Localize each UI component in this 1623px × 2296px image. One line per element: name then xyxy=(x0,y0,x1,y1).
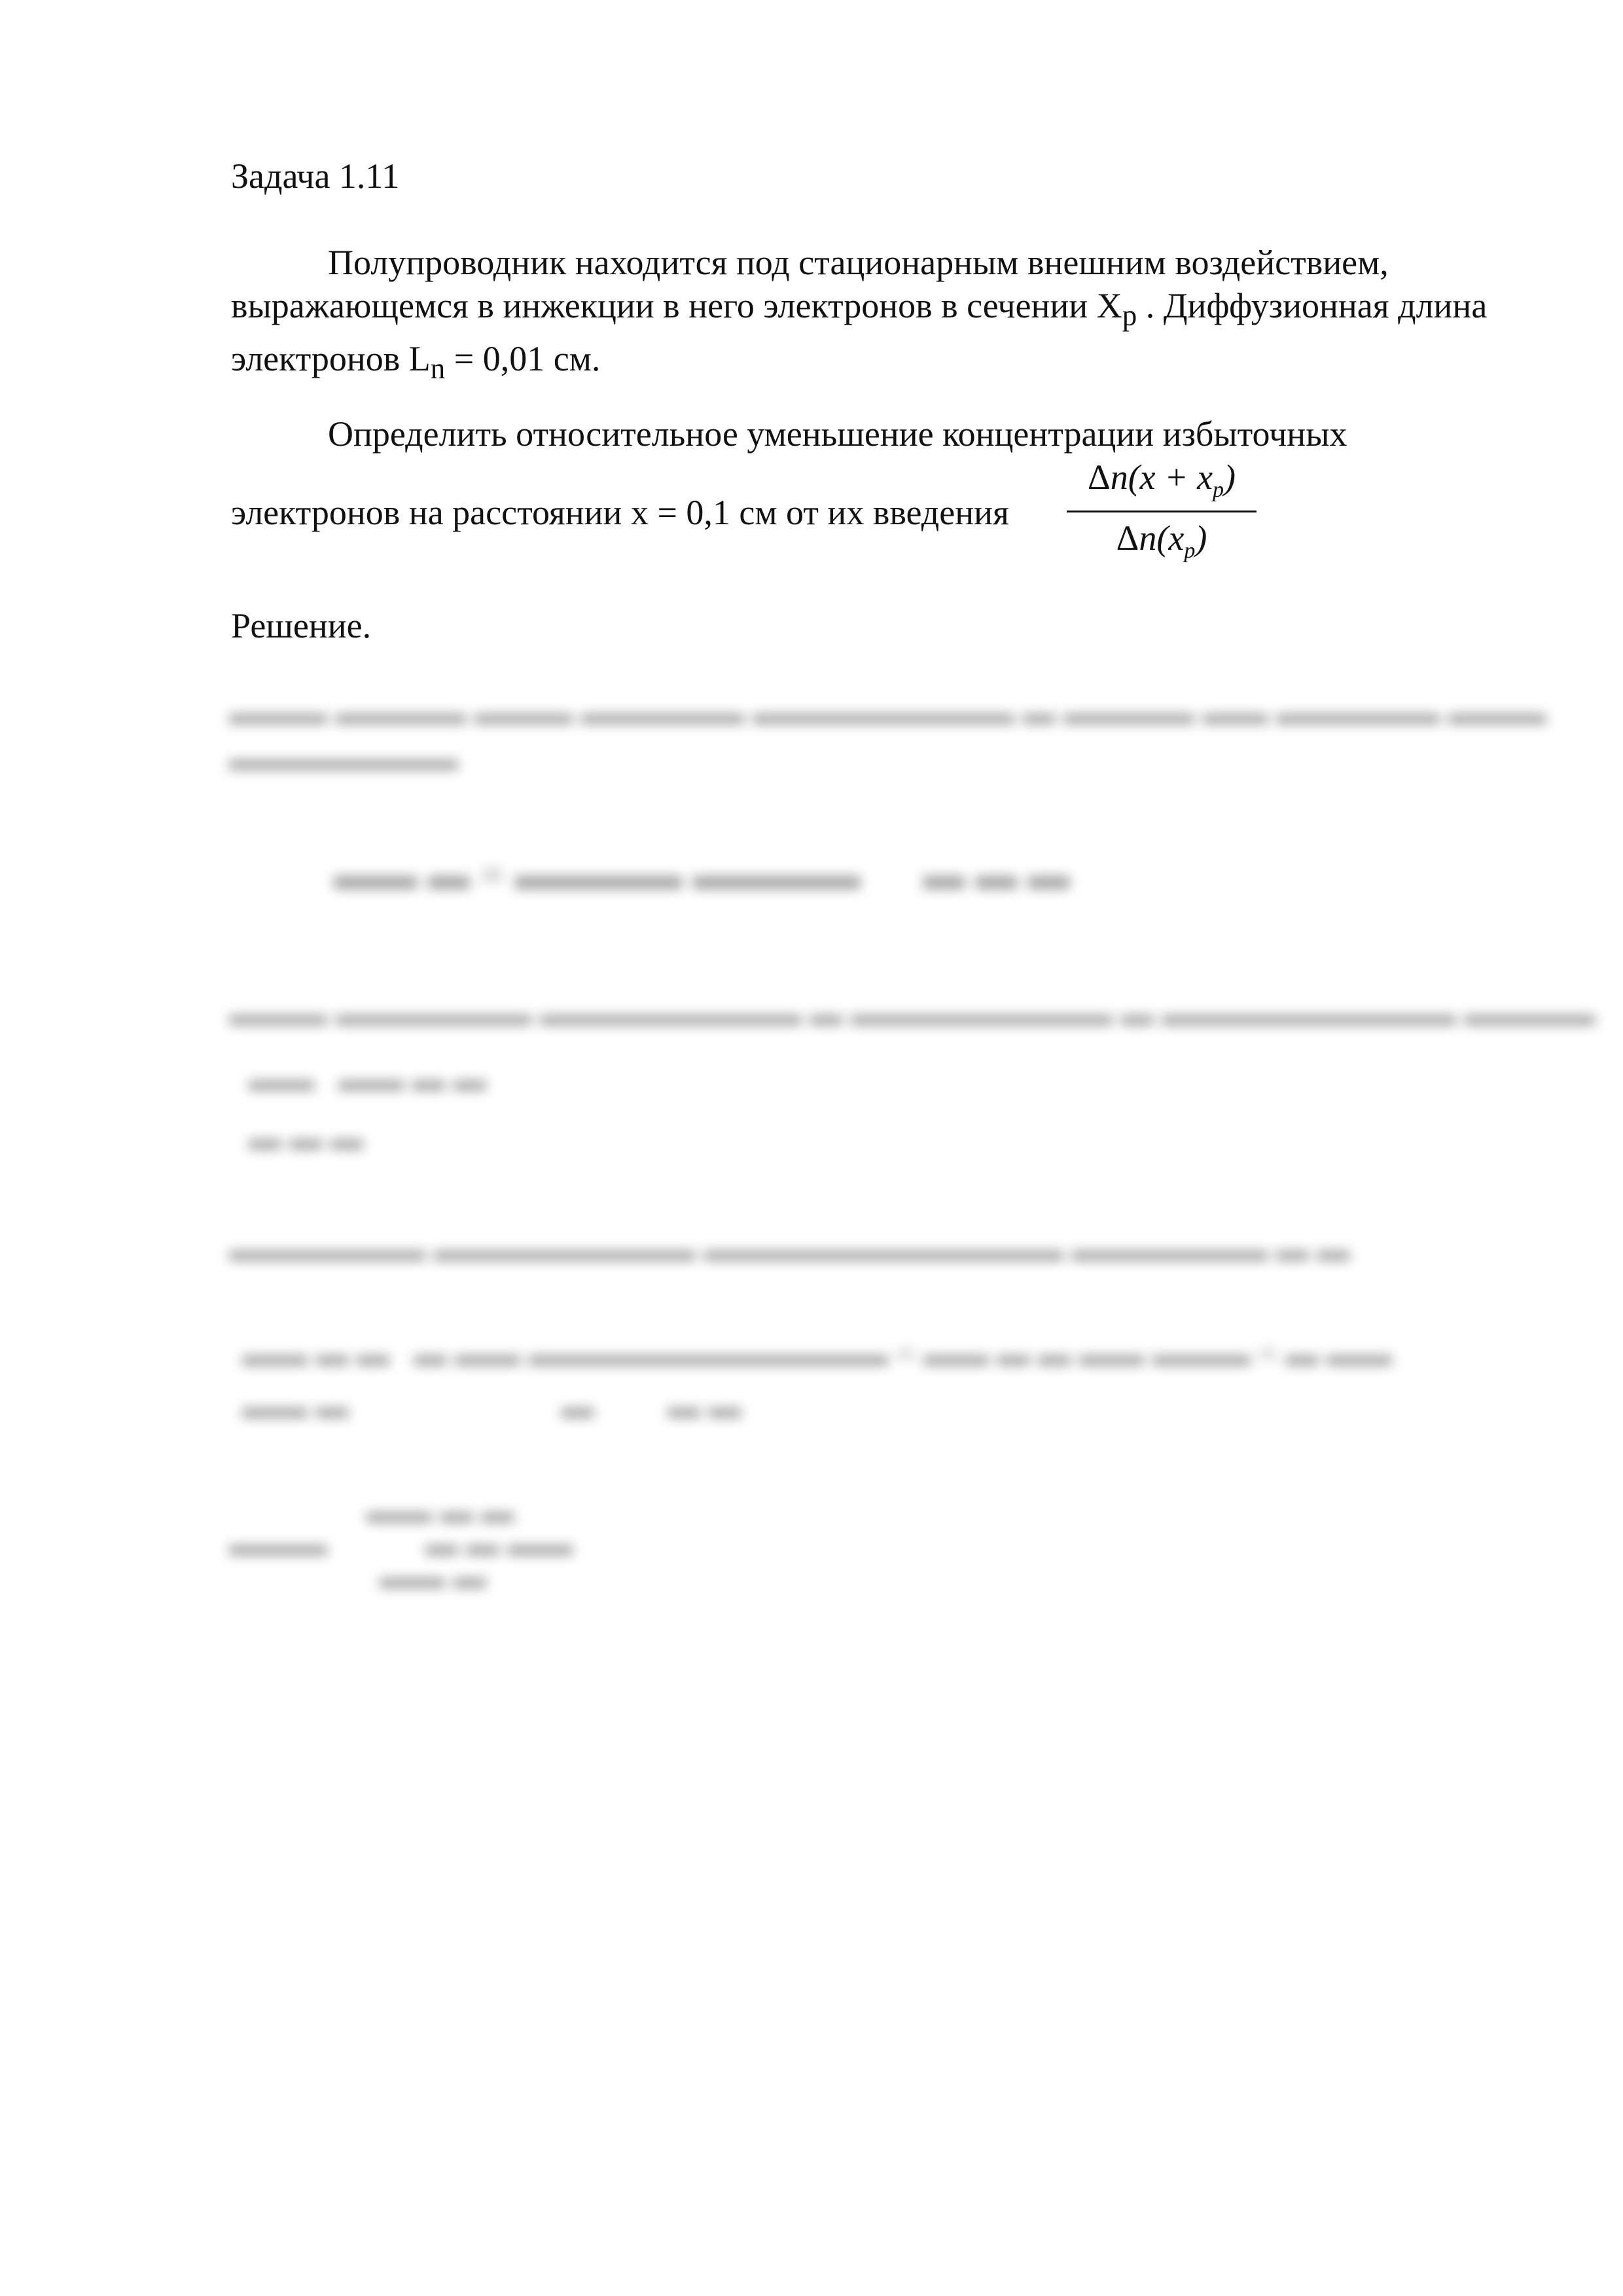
xp-subscript: p xyxy=(1122,298,1137,332)
problem-statement xyxy=(231,241,1488,390)
statement-text-2: . Диффузионная длина электронов L xyxy=(231,286,1488,378)
ratio-fraction xyxy=(1067,457,1257,564)
statement-text-3: = 0,01 см. xyxy=(445,338,601,378)
solution-label: Решение. xyxy=(231,606,372,645)
task-line-2: электронов на расстоянии x = 0,1 см от их введения xyxy=(231,493,1009,532)
blurred-formula: ▬▬ ▬ xyxy=(380,1558,486,1595)
blurred-formula: ▬▬ ▬ ▬ ▬ ▬▬ ▬▬▬▬▬▬▬▬▬▬▬ = ▬▬ ▬ ▬ ▬▬ ▬▬▬ = ▬ ▬▬ xyxy=(242,1336,1392,1372)
blurred-line: ▬▬▬ ▬▬▬▬ ▬▬▬ ▬▬▬▬▬ ▬▬▬▬▬▬▬▬ ▬ ▬▬▬▬ ▬▬ ▬▬▬▬▬ ▬▬▬ xyxy=(229,694,1546,731)
statement-text-1: Полупроводник находится под стационарным внешним воздействием, выражающемся в инжекции в него электронов в сечении X xyxy=(231,243,1389,325)
ln-subscript: n xyxy=(430,351,446,385)
blurred-line: ▬▬▬▬▬▬ ▬▬▬▬▬▬▬▬ ▬▬▬▬▬▬▬▬▬▬▬ ▬▬▬▬▬▬ ▬ ▬ xyxy=(229,1231,1350,1268)
blurred-formula: ▬▬ ▬ = ▬▬▬▬ ▬▬▬▬ ▬ ▬ ▬ xyxy=(334,852,1070,898)
blurred-formula: ▬▬ ▬▬ ▬ ▬ xyxy=(249,1061,486,1098)
blurred-formula: ▬ ▬ ▬ xyxy=(249,1120,363,1157)
blurred-line: ▬▬▬▬▬▬▬ xyxy=(229,740,458,777)
problem-title: Задача 1.11 xyxy=(231,156,400,196)
blurred-answer: ▬▬▬ ▬ ▬ ▬▬ xyxy=(229,1526,573,1562)
task-line-1: Определить относительное уменьшение концентрации избыточных xyxy=(328,414,1347,454)
blurred-line: ▬▬▬ ▬▬▬▬▬▬ ▬▬▬▬▬▬▬▬ ▬ ▬▬▬▬▬▬▬▬ ▬ ▬▬▬▬▬▬▬▬▬ ▬▬▬▬ xyxy=(229,996,1596,1032)
blurred-solution-content xyxy=(223,681,1596,1610)
blurred-formula: ▬▬ ▬ ▬ xyxy=(366,1493,514,1530)
blurred-formula: ▬▬ ▬ ▬ ▬ ▬ xyxy=(242,1388,741,1425)
fraction-denominator: $\Delta n(x_p)$ xyxy=(1116,518,1207,563)
fraction-numerator: $\Delta n(x + x_p)$ xyxy=(1067,457,1257,512)
